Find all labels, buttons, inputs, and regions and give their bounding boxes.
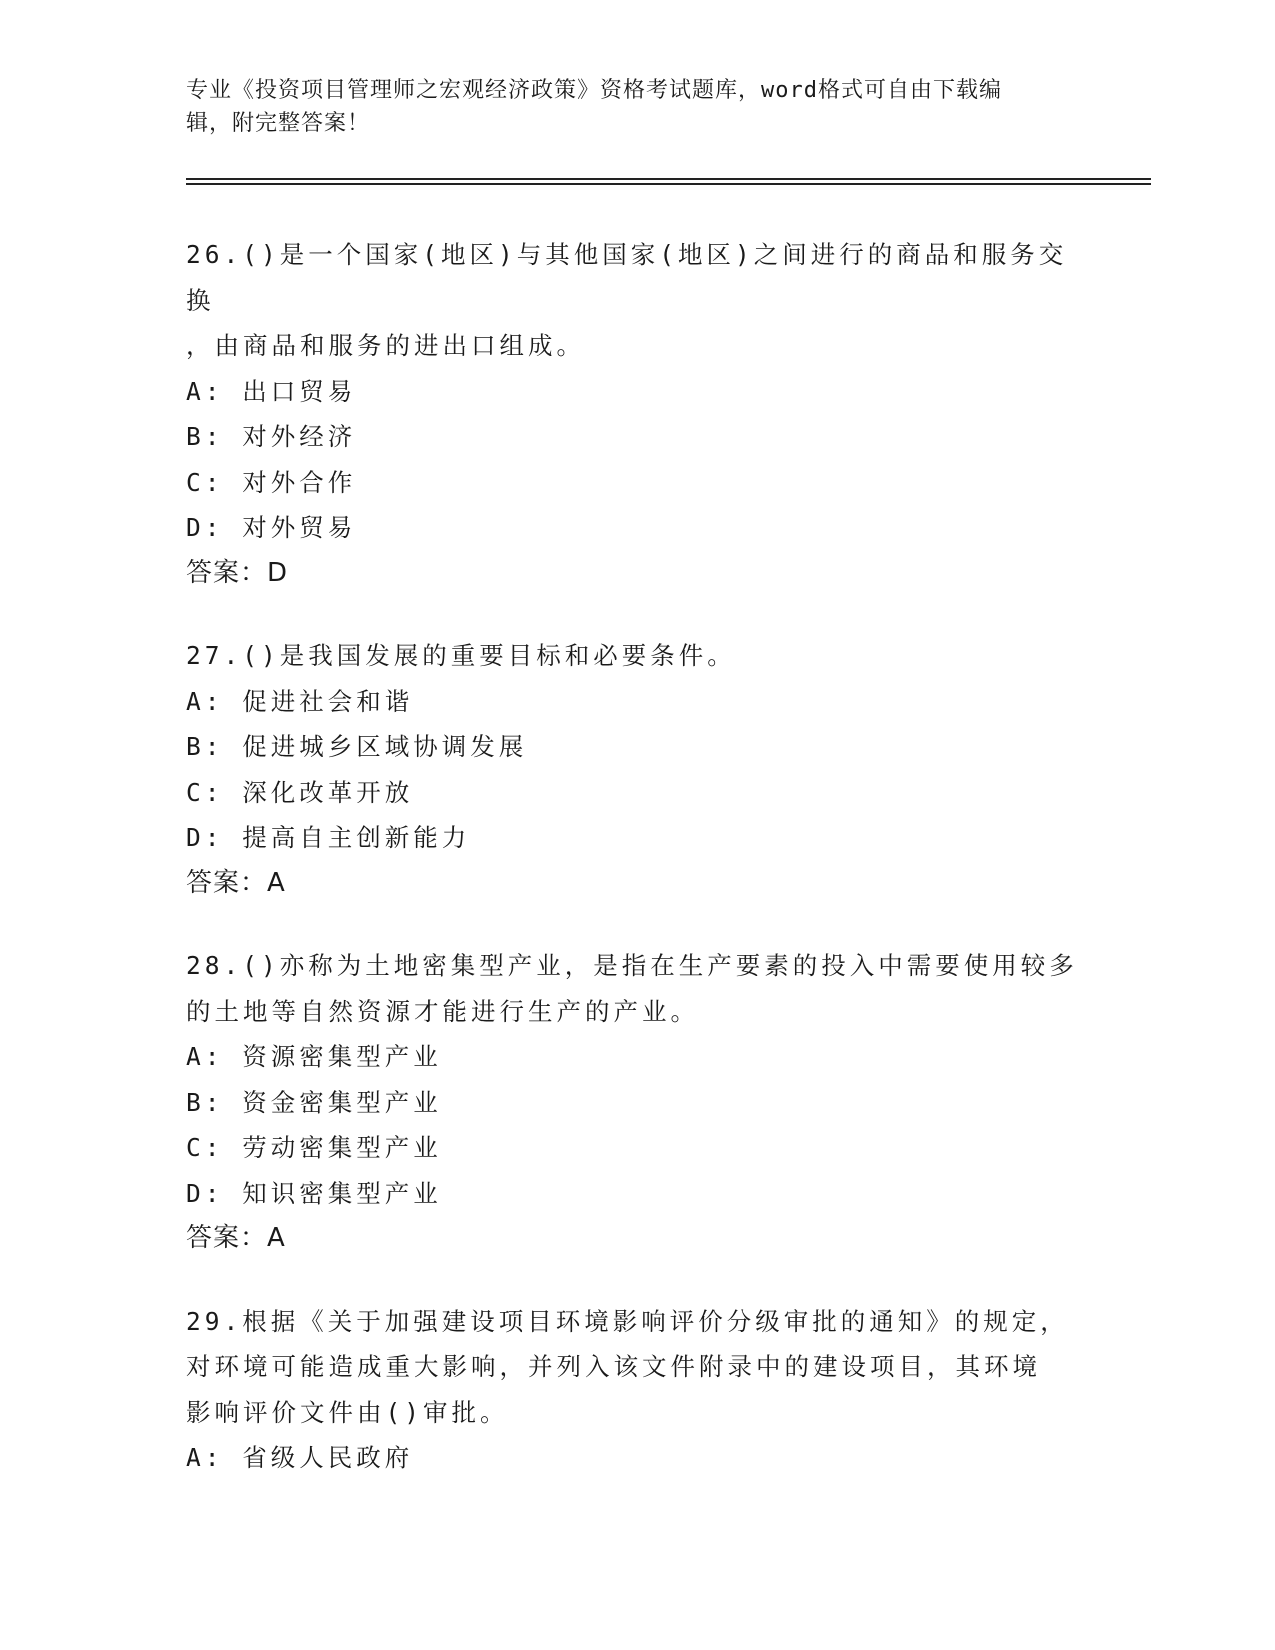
question-27 (186, 633, 1086, 906)
option-b: B: 资金密集型产业 (186, 1087, 442, 1117)
answer-label: 答案：A (186, 867, 286, 898)
answer-label: 答案：D (186, 557, 289, 588)
option-a: A: 促进社会和谐 (186, 686, 414, 716)
option-c: C: 深化改革开放 (186, 777, 414, 807)
question-stem: 28.()亦称为土地密集型产业，是指在生产要素的投入中需要使用较多 (186, 951, 1078, 980)
option-b: B: 对外经济 (186, 422, 357, 451)
question-stem: 27.()是我国发展的重要目标和必要条件。 (186, 641, 736, 670)
question-26 (186, 232, 1086, 596)
option-c: C: 劳动密集型产业 (186, 1133, 442, 1162)
option-a: A: 资源密集型产业 (186, 1042, 442, 1071)
option-a: A: 出口贸易 (186, 376, 357, 406)
option-a: A: 省级人民政府 (186, 1443, 414, 1472)
question-stem: 的土地等自然资源才能进行生产的产业。 (186, 996, 699, 1026)
header-line: 专业《投资项目管理师之宏观经济政策》资格考试题库，word格式可自由下载编 (186, 78, 1002, 103)
header-line: 辑，附完整答案！ (186, 111, 371, 136)
question-stem: ，由商品和服务的进出口组成。 (186, 331, 585, 360)
option-d: D: 知识密集型产业 (186, 1178, 442, 1208)
question-stem: 影响评价文件由()审批。 (186, 1397, 509, 1427)
option-d: D: 提高自主创新能力 (186, 823, 471, 852)
question-29 (186, 1299, 1086, 1481)
header-divider-top (186, 178, 1151, 180)
option-d: D: 对外贸易 (186, 513, 357, 542)
header-divider-bottom (186, 183, 1151, 185)
question-stem: 26.()是一个国家(地区)与其他国家(地区)之间进行的商品和服务交换 (186, 240, 1068, 315)
answer-label: 答案：A (186, 1223, 286, 1253)
question-28 (186, 943, 1086, 1262)
document-header (186, 74, 1066, 140)
option-b: B: 促进城乡区域协调发展 (186, 732, 528, 761)
option-c: C: 对外合作 (186, 467, 357, 497)
question-stem: 对环境可能造成重大影响，并列入该文件附录中的建设项目，其环境 (186, 1352, 1041, 1381)
question-stem: 29.根据《关于加强建设项目环境影响评价分级审批的通知》的规定， (186, 1306, 1069, 1336)
question-list (186, 232, 1086, 1518)
